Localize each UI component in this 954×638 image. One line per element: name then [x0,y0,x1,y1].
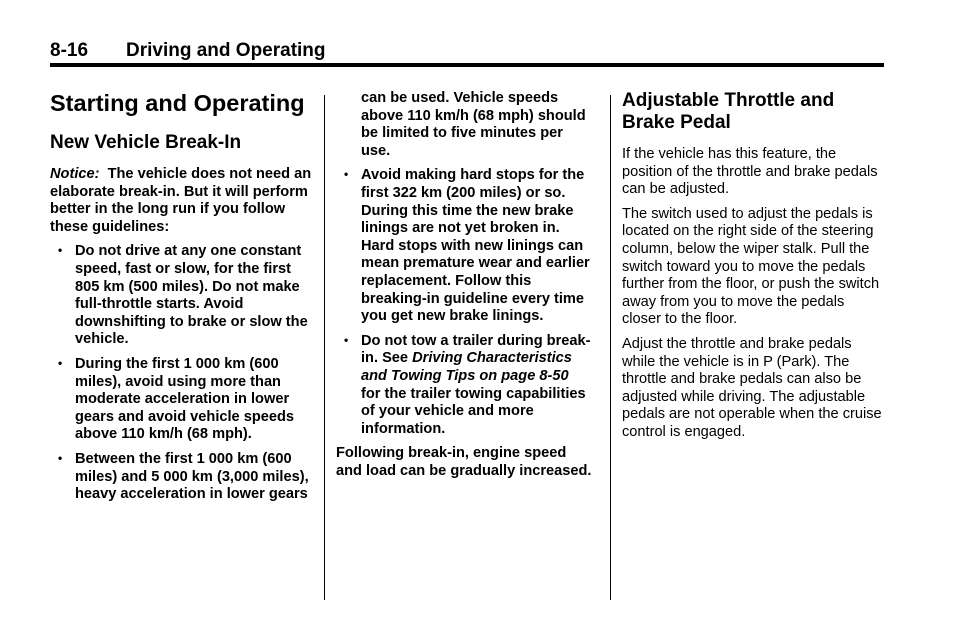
page-header [50,38,884,62]
paragraph: Adjust the throttle and brake pedals while the vehicle is in P (Park). The throttle and brake pedals can also be adjusted while driving. The adjustable pedals are not operable when the cruise control is engaged. [622,335,882,440]
bullet-icon: • [58,450,63,465]
list-item [50,451,312,504]
list-item [336,333,592,439]
bullet-icon: • [58,355,63,370]
bullet-icon: • [344,332,349,347]
column-2 [336,90,592,487]
list-item [50,243,312,349]
paragraph: The switch used to adjust the pedals is located on the right side of the steering column, below the wiper stalk. Pull the switch toward you to move the pedals further from the floor, or push the switch away from you to move the pedals closer to the floor. [622,205,880,328]
list-item-text: Do not drive at any one constant speed, fast or slow, for the first 805 km (500 miles). Do not make full-throttle starts. Avoid downshifting to brake or slow the vehicle. [75,243,308,348]
list-item-text: During the first 1 000 km (600 miles), avoid using more than moderate acceleration in lower gears and avoid vehicle speeds above 110 km/h (68 mph). [75,355,295,443]
list-item-text: Avoid making hard stops for the first 322 km (200 miles) or so. During this time the new brake linings are not yet broken in. Hard stops with new linings can mean premature wear and earlier replacement. Follow this breaking-in guideline every time you get new brake linings. [361,167,590,325]
bullet-icon: • [58,243,63,258]
notice-label: Notice: [50,166,100,182]
list-item-text: Between the first 1 000 km (600 miles) and 5 000 km (3,000 miles), heavy acceleration in lower gears [75,450,309,503]
break-in-list-continued [336,167,592,438]
section-heading-pedals: Adjustable Throttle and Brake Pedal [622,90,835,133]
header-rule [50,63,884,67]
cross-reference-link[interactable]: Driving Characteristics and Towing Tips on page 8-50 [361,350,572,384]
notice-paragraph [50,166,312,236]
list-item-text: Do not tow a trailer during break-in. See Driving Characteristics and Towing Tips on page 8-50 for the trailer towing capabilities of your vehicle and more information. [361,332,591,437]
page-number: 8-16 [50,40,89,61]
column-divider-1 [324,95,325,600]
section-title: Driving and Operating [126,40,326,61]
break-in-list [50,243,312,503]
continued-text: can be used. Vehicle speeds above 110 km/h (68 mph) should be limited to five minutes per use. [361,90,586,159]
list-item [336,167,592,325]
column-1 [50,90,312,511]
column-divider-2 [610,95,611,600]
section-heading-break-in: New Vehicle Break-In [50,132,242,153]
page-title: Starting and Operating [50,90,305,116]
notice-text: The vehicle does not need an elaborate break-in. But it will perform better in the long run if you follow these guidelines: [50,166,312,235]
bullet-icon: • [344,167,349,182]
column-3 [622,90,884,449]
closing-paragraph: Following break-in, engine speed and load can be gradually increased. [336,445,592,479]
paragraph: If the vehicle has this feature, the position of the throttle and brake pedals can be adjusted. [622,146,878,198]
list-item [50,356,312,444]
